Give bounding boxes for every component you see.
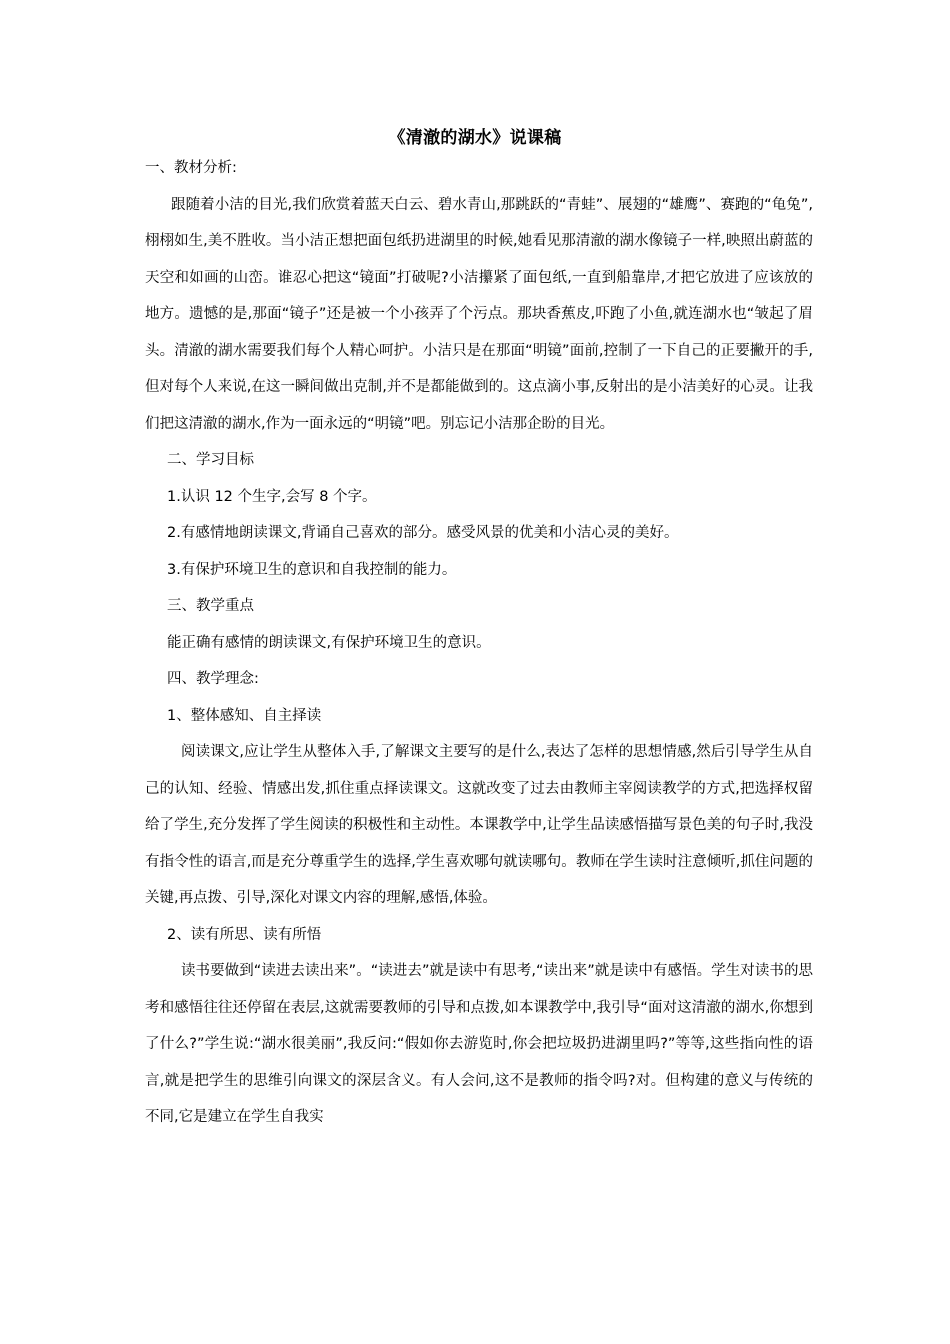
goal-item-1: 1.认识 12 个生字,会写 8 个字。 [167,488,377,505]
goal-item-3: 3.有保护环境卫生的意识和自我控制的能力。 [167,561,457,578]
document-title: 《清澈的湖水》说课稿 [388,128,562,148]
paragraph-textbook-analysis: 跟随着小洁的目光,我们欣赏着蓝天白云、碧水青山,那跳跃的“青蛙”、展翅的“雄鹰”、赛跑的“龟兔”,栩栩如生,美不胜收。当小洁正想把面包纸扔进湖里的时候,她看见那清澈的湖水像镜子一样,映照出蔚蓝的天空和如画的山峦。谁忍心把这“镜面”打破呢?小洁攥紧了面包纸,一直到船靠岸,才把它放进了应该放的地方。遗憾的是,那面“镜子”还是被一个小孩弄了个污点。那块香蕉皮,吓跑了小鱼,就连湖水也“皱起了眉头。清澈的湖水需要我们每个人精心呵护。小洁只是在那面“明镜”面前,控制了一下自己的正要撇开的手,但对每个人来说,在这一瞬间做出克制,并不是都能做到的。这点滴小事,反射出的是小洁美好的心灵。让我们把这清澈的湖水,作为一面永远的“明镜”吧。别忘记小洁那企盼的目光。 [145,196,813,432]
paragraph-holistic-reading: 阅读课文,应让学生从整体入手,了解课文主要写的是什么,表达了怎样的思想情感,然后引导学生从自己的认知、经验、情感出发,抓住重点择读课文。这就改变了过去由教师主宰阅读教学的方式,把选择权留给了学生,充分发挥了学生阅读的积极性和主动性。本课教学中,让学生品读感悟描写景色美的句子时,我没有指令性的语言,而是充分尊重学生的选择,学生喜欢哪句就读哪句。教师在学生读时注意倾听,抓住问题的关键,再点拨、引导,深化对课文内容的理解,感悟,体验。 [145,744,813,906]
section-heading-2: 二、学习目标 [167,452,254,468]
subheading-4-1: 1、整体感知、自主择读 [167,707,322,724]
section-heading-1: 一、教材分析: [145,160,237,176]
subheading-4-2: 2、读有所思、读有所悟 [167,926,322,943]
paragraph-reading-reflection: 读书要做到“读进去读出来”。“读进去”就是读中有思考,“读出来”就是读中有感悟。学生对读书的思考和感悟往往还停留在表层,这就需要教师的引导和点拨,如本课教学中,我引导“面对这清澈的湖水,你想到了什么?”学生说:“湖水很美丽”,我反问:“假如你去游览时,你会把垃圾扔进湖里吗?”等等,这些指向性的语言,就是把学生的思维引向课文的深层含义。有人会问,这不是教师的指令吗?对。但构建的意义与传统的不同,它是建立在学生自我实 [145,963,813,1125]
section-heading-4: 四、教学理念: [167,671,259,687]
document-body [145,150,813,1136]
paragraph-key-points: 能正确有感情的朗读课文,有保护环境卫生的意识。 [167,634,491,651]
goal-item-2: 2.有感情地朗读课文,背诵自己喜欢的部分。感受风景的优美和小洁心灵的美好。 [167,525,679,541]
section-heading-3: 三、教学重点 [167,598,254,614]
